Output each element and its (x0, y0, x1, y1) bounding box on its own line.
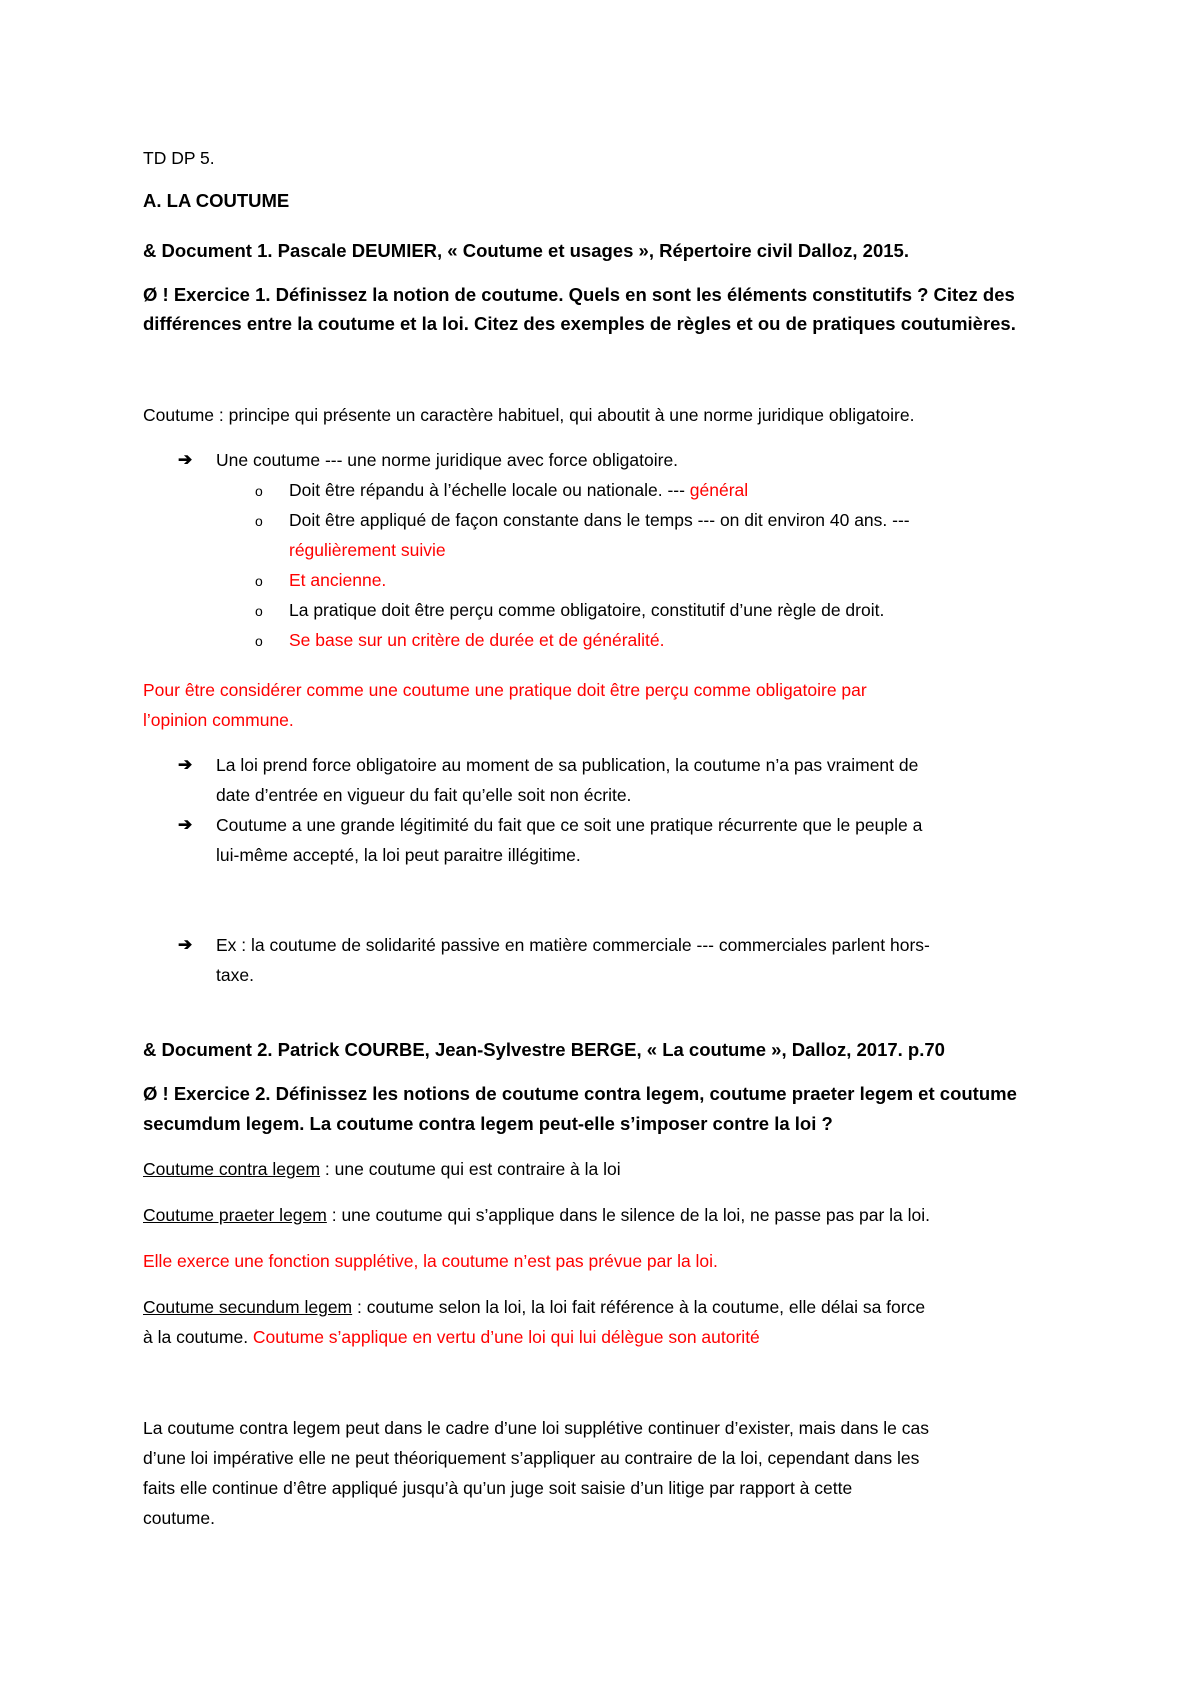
praeter-legem-term: Coutume praeter legem (143, 1205, 327, 1225)
arrow-item-2-line-1: La loi prend force obligatoire au moment de sa publication, la coutume n’a pas vraiment de (216, 755, 919, 775)
exercise-1-line-1: Ø ! Exercice 1. Définissez la notion de coutume. Quels en sont les éléments constitutifs ? Citez des (143, 284, 1015, 305)
arrow-item-1: Une coutume --- une norme juridique avec force obligatoire. (216, 450, 679, 470)
sub-item-5: Se base sur un critère de durée et de généralité. (289, 630, 665, 650)
conclusion-line-4: coutume. (143, 1508, 215, 1528)
bullet-icon: o (255, 513, 263, 529)
secundum-legem-term: Coutume secundum legem (143, 1297, 353, 1317)
contra-legem-term: Coutume contra legem (143, 1159, 321, 1179)
arrow-item-3-line-1: Coutume a une grande légitimité du fait que ce soit une pratique récurrente que le peuple a (216, 815, 923, 835)
document-1-reference: & Document 1. Pascale DEUMIER, « Coutume et usages », Répertoire civil Dalloz, 2015. (143, 240, 909, 261)
conclusion-line-3: faits elle continue d’être appliqué jusqu’à qu’un juge soit saisie d’un litige par rapport à cette (143, 1478, 853, 1498)
arrow-item-4-line-1: Ex : la coutume de solidarité passive en matière commerciale --- commerciales parlent hors- (216, 935, 930, 955)
praeter-legem-text: : une coutume qui s’applique dans le silence de la loi, ne passe pas par la loi. (326, 1205, 931, 1225)
document-2-reference: & Document 2. Patrick COURBE, Jean-Sylvestre BERGE, « La coutume », Dalloz, 2017. p.70 (143, 1039, 945, 1060)
sub-item-1 (289, 479, 748, 501)
secundum-legem-text: : coutume selon la loi, la loi fait référence à la coutume, elle délai sa force (352, 1297, 926, 1317)
arrow-item-2-line-2: date d’entrée en vigueur du fait qu’elle soit non écrite. (216, 785, 632, 805)
arrow-icon: ➔ (178, 450, 193, 469)
arrow-item-3-line-2: lui-même accepté, la loi peut paraitre illégitime. (216, 845, 581, 865)
praeter-legem-red-note: Elle exerce une fonction supplétive, la coutume n’est pas prévue par la loi. (143, 1251, 718, 1271)
contra-legem-definition (143, 1158, 621, 1180)
secundum-legem-definition (143, 1296, 925, 1318)
sub-item-1-text: Doit être répandu à l’échelle locale ou nationale. --- (289, 480, 690, 500)
arrow-icon: ➔ (178, 935, 193, 954)
sub-item-2-red: régulièrement suivie (289, 540, 446, 560)
secundum-legem-line-2 (143, 1326, 760, 1348)
secundum-legem-line-2-text: à la coutume. (143, 1327, 253, 1347)
exercise-1-line-2: différences entre la coutume et la loi. Citez des exemples de règles et ou de pratiques coutumières. (143, 313, 1016, 334)
td-header: TD DP 5. (143, 148, 215, 168)
arrow-icon: ➔ (178, 815, 193, 834)
secundum-legem-red-note: Coutume s’applique en vertu d’une loi qui lui délègue son autorité (252, 1327, 760, 1347)
sub-item-3: Et ancienne. (289, 570, 387, 590)
contra-legem-text: : une coutume qui est contraire à la loi (320, 1159, 621, 1179)
sub-item-2: Doit être appliqué de façon constante dans le temps --- on dit environ 40 ans. --- (289, 510, 910, 530)
bullet-icon: o (255, 573, 263, 589)
sub-item-1-red: général (689, 480, 749, 500)
coutume-definition: Coutume : principe qui présente un caractère habituel, qui aboutit à une norme juridique obligatoire. (143, 405, 915, 425)
conclusion-line-1: La coutume contra legem peut dans le cadre d’une loi supplétive continuer d’exister, mais dans le cas (143, 1418, 930, 1438)
red-paragraph-line-1: Pour être considérer comme une coutume une pratique doit être perçu comme obligatoire par (143, 680, 867, 700)
section-a-title: A. LA COUTUME (143, 190, 290, 211)
bullet-icon: o (255, 603, 263, 619)
arrow-item-4-line-2: taxe. (216, 965, 254, 985)
exercise-2-line-2: secumdum legem. La coutume contra legem peut-elle s’imposer contre la loi ? (143, 1113, 833, 1134)
bullet-icon: o (255, 483, 263, 499)
arrow-icon: ➔ (178, 755, 193, 774)
sub-item-4: La pratique doit être perçu comme obligatoire, constitutif d’une règle de droit. (289, 600, 885, 620)
bullet-icon: o (255, 633, 263, 649)
praeter-legem-definition (143, 1204, 930, 1226)
red-paragraph-line-2: l’opinion commune. (143, 710, 294, 730)
conclusion-line-2: d’une loi impérative elle ne peut théoriquement s’appliquer au contraire de la loi, cependant dans les (143, 1448, 920, 1468)
exercise-2-line-1: Ø ! Exercice 2. Définissez les notions de coutume contra legem, coutume praeter legem et coutume (143, 1083, 1017, 1104)
